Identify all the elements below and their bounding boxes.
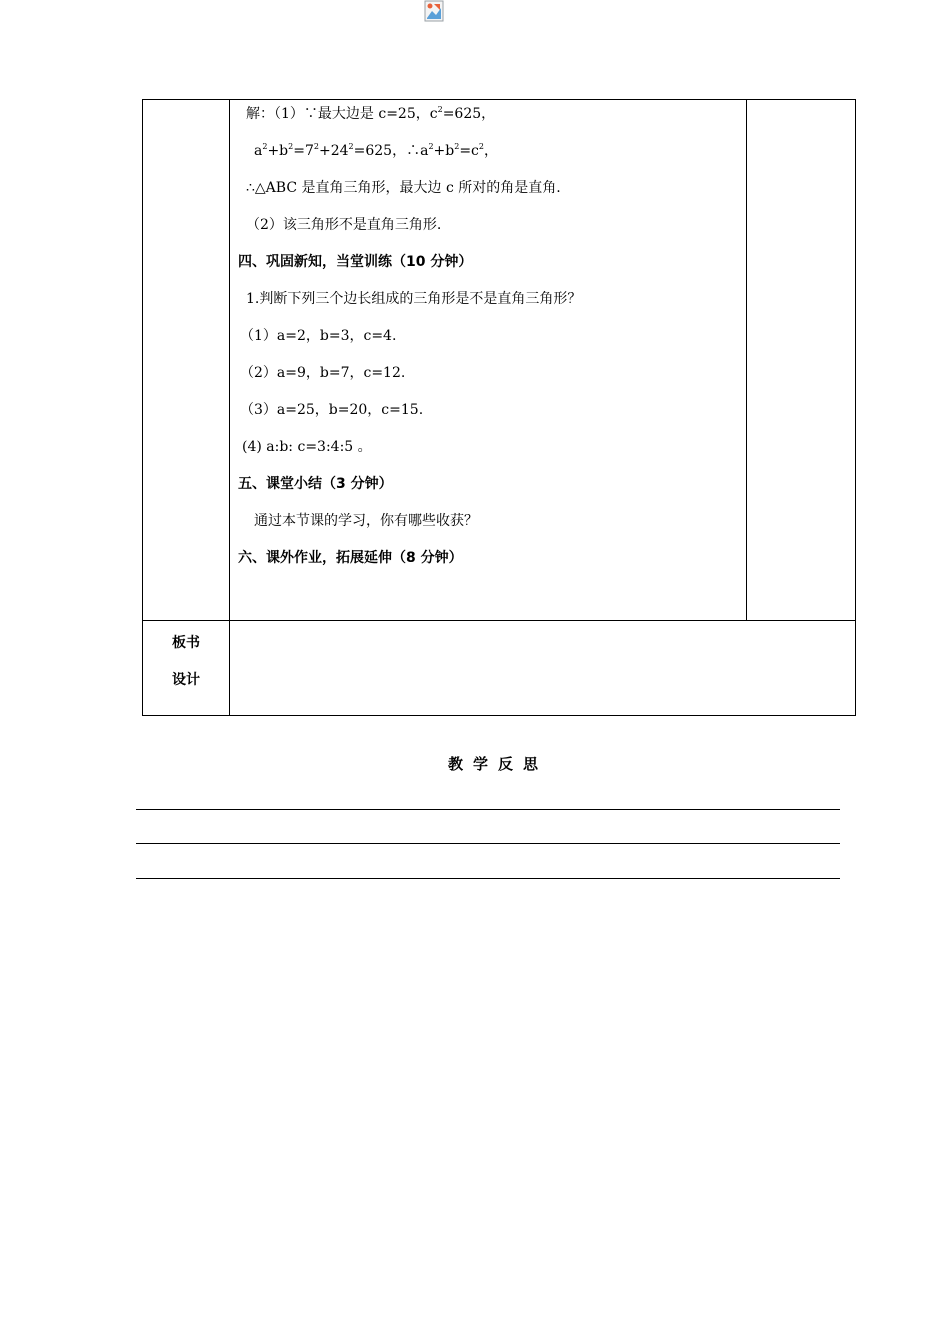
exercise-item-1: （1）a=2，b=3，c=4. xyxy=(240,328,397,344)
section-6-heading: 六、课外作业，拓展延伸（8 分钟） xyxy=(238,550,463,566)
section-5-heading: 五、课堂小结（3 分钟） xyxy=(238,476,393,492)
solution-line-1: 解：（1）∵最大边是 c=25，$c^2=625$， xyxy=(246,105,496,122)
reflection-line-2 xyxy=(136,843,840,844)
solution-line-3: ∴△ABC 是直角三角形，最大边 c 所对的角是直角. xyxy=(246,180,561,196)
board-design-area xyxy=(230,621,856,716)
lesson-table xyxy=(142,99,856,716)
reflection-line-1 xyxy=(136,809,840,810)
solution-line-2: $a^2+b^2=7^2+24^2=625$，$\therefore a^2+b^2=c^2$， xyxy=(254,142,498,159)
section-4-heading: 四、巩固新知，当堂训练（10 分钟） xyxy=(238,254,473,270)
reflection-line-3 xyxy=(136,878,840,879)
exercise-item-3: （3）a=25，b=20，c=15. xyxy=(240,402,424,418)
board-design-label xyxy=(143,621,230,716)
board-design-label-line-2: 设计 xyxy=(172,672,200,688)
solution-line-4: （2）该三角形不是直角三角形. xyxy=(246,217,442,233)
lesson-content-row xyxy=(143,100,856,621)
lesson-label-cell xyxy=(143,100,230,621)
summary-question: 通过本节课的学习，你有哪些收获？ xyxy=(254,513,478,529)
exercise-item-4: (4) a:b: c=3:4:5 。 xyxy=(242,439,372,455)
broken-image-icon xyxy=(424,0,444,22)
lesson-notes-cell xyxy=(747,100,856,621)
board-design-row xyxy=(143,621,856,716)
exercise-item-2: （2）a=9，b=7，c=12. xyxy=(240,365,406,381)
reflection-title: 教学反思 xyxy=(447,755,548,773)
exercise-question: 1.判断下列三个边长组成的三角形是不是直角三角形？ xyxy=(246,291,582,307)
board-design-label-line-1: 板书 xyxy=(172,635,200,651)
lesson-content-cell xyxy=(230,100,747,621)
